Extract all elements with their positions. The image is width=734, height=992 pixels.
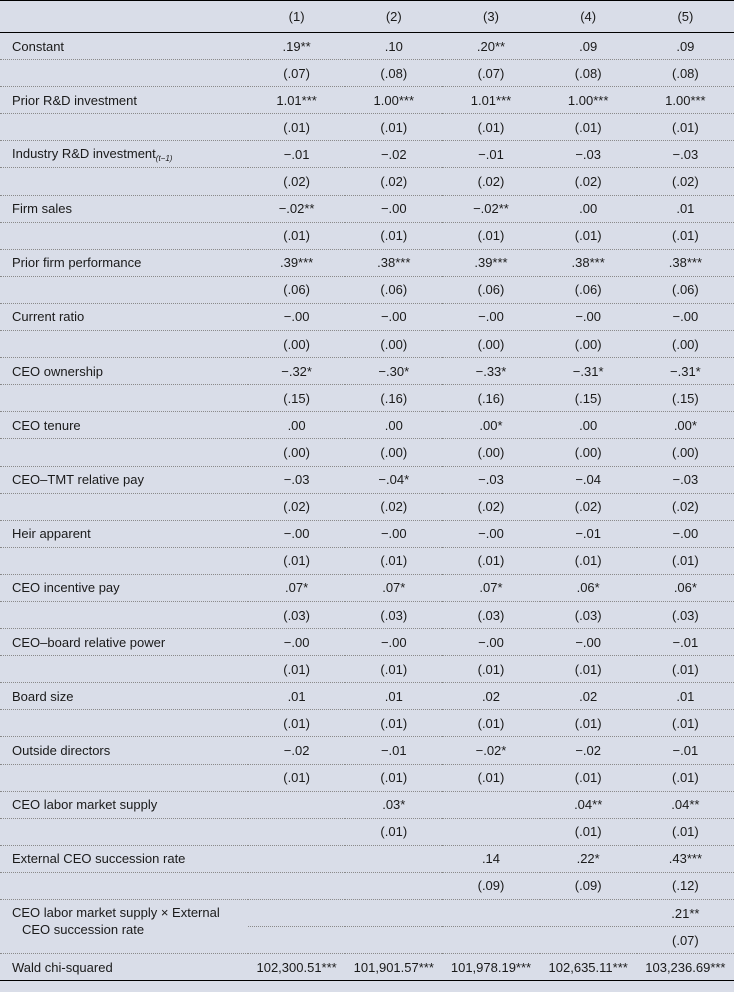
std-error-cell: (.01) [345, 818, 442, 845]
interaction-row [0, 900, 734, 927]
variable-label [0, 249, 248, 276]
std-error-cell: (.01) [345, 710, 442, 737]
coefficient-cell: .00* [442, 412, 539, 439]
std-error-cell: (.16) [442, 385, 539, 412]
variable-name: Prior firm performance [12, 255, 142, 271]
variable-label [0, 629, 248, 656]
variable-name: External CEO succession rate [12, 851, 186, 867]
coefficient-cell: .07* [442, 574, 539, 601]
variable-name: Current ratio [12, 309, 85, 325]
header-row [0, 1, 734, 33]
coefficient-cell: −.02 [345, 141, 442, 168]
coefficient-cell: −.03 [442, 466, 539, 493]
std-error-cell: (.02) [442, 168, 539, 195]
coefficient-cell: −.00 [637, 520, 734, 547]
coefficient-row [0, 629, 734, 656]
variable-label [0, 683, 248, 710]
std-error-cell: (.00) [540, 439, 637, 466]
variable-label [0, 195, 248, 222]
std-error-cell [345, 872, 442, 899]
variable-label [0, 358, 248, 385]
std-error-row [0, 60, 734, 87]
wald-value-cell: 101,901.57*** [345, 954, 442, 981]
coefficient-cell: −.00 [540, 303, 637, 330]
coefficient-row [0, 303, 734, 330]
coefficient-cell: −.01 [345, 737, 442, 764]
std-error-cell: (.06) [248, 276, 345, 303]
variable-label [0, 141, 248, 168]
std-error-cell: (.06) [345, 276, 442, 303]
std-error-cell: (.01) [637, 818, 734, 845]
std-error-cell: (.06) [442, 276, 539, 303]
std-error-cell: (.00) [637, 439, 734, 466]
std-error-cell: (.01) [442, 114, 539, 141]
std-error-cell: (.12) [637, 872, 734, 899]
std-error-label-cell [0, 276, 248, 303]
coefficient-cell: −.01 [248, 141, 345, 168]
std-error-row [0, 276, 734, 303]
interaction-label-line1: CEO labor market supply × External [12, 905, 220, 920]
wald-value-cell: 102,300.51*** [248, 954, 345, 981]
std-error-cell: (.02) [345, 168, 442, 195]
std-error-cell: (.01) [637, 656, 734, 683]
coefficient-cell: .39*** [248, 249, 345, 276]
std-error-cell: (.00) [442, 331, 539, 358]
coefficient-cell: 1.00*** [540, 87, 637, 114]
coefficient-cell: −.03 [540, 141, 637, 168]
coefficient-cell: −.03 [637, 466, 734, 493]
coefficient-cell: −.33* [442, 358, 539, 385]
std-error-row [0, 764, 734, 791]
coefficient-cell: −.00 [540, 629, 637, 656]
std-error-cell: (.03) [345, 601, 442, 628]
std-error-cell: (.03) [540, 601, 637, 628]
coefficient-cell: −.01 [637, 737, 734, 764]
std-error-cell: (.01) [540, 710, 637, 737]
coefficient-cell: −.01 [442, 141, 539, 168]
wald-value-cell: 101,978.19*** [442, 954, 539, 981]
coefficient-cell: −.00 [345, 629, 442, 656]
coefficient-cell: −.00 [345, 195, 442, 222]
variable-label [0, 791, 248, 818]
wald-value-cell: 103,236.69*** [637, 954, 734, 981]
std-error-label-cell [0, 547, 248, 574]
variable-label [0, 412, 248, 439]
variable-subscript: (t−1) [155, 153, 173, 163]
coefficient-cell: .22* [540, 845, 637, 872]
variable-name: Outside directors [12, 742, 111, 758]
coefficient-cell: .02 [442, 683, 539, 710]
std-error-cell: (.15) [540, 385, 637, 412]
std-error-cell: (.01) [345, 764, 442, 791]
interaction-label-line2: CEO succession rate [22, 922, 145, 937]
coefficient-cell: .14 [442, 845, 539, 872]
std-error-cell: (.01) [345, 547, 442, 574]
std-error-row [0, 222, 734, 249]
coefficient-cell: .00 [248, 412, 345, 439]
std-error-cell: (.06) [540, 276, 637, 303]
coefficient-cell: .02 [540, 683, 637, 710]
coefficient-row [0, 87, 734, 114]
std-error-label-cell [0, 656, 248, 683]
coefficient-cell: −.02 [248, 737, 345, 764]
std-error-cell [442, 927, 539, 954]
std-error-cell: (.01) [540, 114, 637, 141]
variable-name: Prior R&D investment [12, 92, 137, 108]
std-error-cell: (.00) [248, 331, 345, 358]
std-error-label-cell [0, 601, 248, 628]
std-error-cell: (.02) [248, 168, 345, 195]
coefficient-cell: 1.01*** [442, 87, 539, 114]
coefficient-cell: −.00 [442, 520, 539, 547]
coefficient-cell: −.02** [442, 195, 539, 222]
std-error-cell: (.01) [637, 764, 734, 791]
std-error-cell: (.00) [442, 439, 539, 466]
std-error-label-cell [0, 764, 248, 791]
coefficient-cell: .09 [637, 33, 734, 60]
variable-name: Industry R&D investment [12, 145, 156, 161]
coefficient-cell: −.00 [345, 520, 442, 547]
coefficient-cell: .38*** [637, 249, 734, 276]
coefficient-cell: −.01 [540, 520, 637, 547]
std-error-cell: (.01) [442, 764, 539, 791]
coefficient-row [0, 412, 734, 439]
std-error-cell: (.02) [540, 168, 637, 195]
column-header: (3) [442, 1, 539, 33]
std-error-cell: (.09) [540, 872, 637, 899]
coefficient-row [0, 520, 734, 547]
variable-name: CEO labor market supply [12, 797, 158, 813]
coefficient-cell: −.03 [637, 141, 734, 168]
variable-name: Board size [12, 688, 74, 704]
std-error-cell: (.01) [248, 114, 345, 141]
std-error-cell: (.08) [540, 60, 637, 87]
std-error-cell: (.01) [442, 710, 539, 737]
std-error-cell: (.02) [248, 493, 345, 520]
std-error-label-cell [0, 385, 248, 412]
coefficient-cell: −.31* [637, 358, 734, 385]
column-header: (4) [540, 1, 637, 33]
coefficient-cell: .00 [540, 195, 637, 222]
coefficient-cell [442, 900, 539, 927]
std-error-cell: (.01) [345, 114, 442, 141]
std-error-cell: (.01) [248, 547, 345, 574]
std-error-cell: (.00) [637, 331, 734, 358]
coefficient-cell [248, 791, 345, 818]
std-error-cell: (.01) [442, 547, 539, 574]
coefficient-cell: −.02** [248, 195, 345, 222]
coefficient-cell: .09 [540, 33, 637, 60]
coefficient-cell: .01 [248, 683, 345, 710]
std-error-row [0, 114, 734, 141]
coefficient-cell: −.00 [442, 303, 539, 330]
std-error-cell: (.07) [442, 60, 539, 87]
std-error-cell: (.01) [540, 656, 637, 683]
coefficient-cell: .38*** [540, 249, 637, 276]
coefficient-cell: .19** [248, 33, 345, 60]
std-error-cell: (.00) [345, 331, 442, 358]
coefficient-row [0, 358, 734, 385]
coefficient-row [0, 33, 734, 60]
std-error-cell: (.00) [540, 331, 637, 358]
coefficient-cell: −.00 [248, 629, 345, 656]
std-error-cell: (.07) [637, 927, 734, 954]
std-error-cell: (.01) [637, 114, 734, 141]
coefficient-cell: .00 [540, 412, 637, 439]
wald-value-cell: 102,635.11*** [540, 954, 637, 981]
std-error-cell: (.01) [442, 222, 539, 249]
variable-label [0, 900, 248, 954]
std-error-label-cell [0, 222, 248, 249]
wald-label: Wald chi-squared [0, 954, 248, 981]
variable-name: CEO tenure [12, 417, 81, 433]
std-error-label-cell [0, 331, 248, 358]
coefficient-cell: .01 [637, 195, 734, 222]
std-error-cell: (.06) [637, 276, 734, 303]
coefficient-cell [248, 845, 345, 872]
std-error-label-cell [0, 168, 248, 195]
std-error-cell: (.01) [540, 818, 637, 845]
coefficient-cell: −.03 [248, 466, 345, 493]
std-error-row [0, 872, 734, 899]
std-error-cell: (.01) [540, 764, 637, 791]
variable-name: CEO incentive pay [12, 580, 120, 596]
variable-name: Firm sales [12, 201, 72, 217]
std-error-cell: (.01) [637, 547, 734, 574]
coefficient-cell: −.31* [540, 358, 637, 385]
std-error-cell: (.07) [248, 60, 345, 87]
variable-name: CEO ownership [12, 363, 104, 379]
std-error-cell: (.16) [345, 385, 442, 412]
std-error-cell [345, 927, 442, 954]
wald-row [0, 954, 734, 981]
coefficient-cell: −.00 [248, 303, 345, 330]
coefficient-cell: .04** [540, 791, 637, 818]
column-header: (1) [248, 1, 345, 33]
std-error-row [0, 439, 734, 466]
std-error-label-cell [0, 493, 248, 520]
coefficient-cell: .06* [540, 574, 637, 601]
std-error-cell: (.01) [345, 222, 442, 249]
variable-label [0, 845, 248, 872]
coefficient-cell: −.00 [442, 629, 539, 656]
coefficient-cell: −.02 [540, 737, 637, 764]
coefficient-cell: −.04 [540, 466, 637, 493]
std-error-row [0, 331, 734, 358]
std-error-cell [248, 927, 345, 954]
std-error-cell: (.01) [442, 656, 539, 683]
std-error-cell: (.03) [442, 601, 539, 628]
variable-label [0, 737, 248, 764]
std-error-label-cell [0, 439, 248, 466]
coefficient-cell: 1.00*** [345, 87, 442, 114]
coefficient-cell: .00* [637, 412, 734, 439]
std-error-cell: (.01) [248, 222, 345, 249]
coefficient-cell: −.00 [345, 303, 442, 330]
std-error-cell: (.01) [637, 710, 734, 737]
coefficient-cell: .07* [345, 574, 442, 601]
variable-label [0, 574, 248, 601]
std-error-cell: (.01) [540, 222, 637, 249]
std-error-row [0, 656, 734, 683]
header-label-cell [0, 1, 248, 33]
coefficient-cell: .01 [345, 683, 442, 710]
std-error-row [0, 168, 734, 195]
coefficient-cell: .38*** [345, 249, 442, 276]
std-error-row [0, 818, 734, 845]
coefficient-cell: 1.00*** [637, 87, 734, 114]
coefficient-cell: −.04* [345, 466, 442, 493]
std-error-cell: (.02) [637, 493, 734, 520]
std-error-cell: (.01) [248, 710, 345, 737]
coefficient-row [0, 791, 734, 818]
coefficient-cell: −.30* [345, 358, 442, 385]
column-header: (5) [637, 1, 734, 33]
coefficient-row [0, 249, 734, 276]
std-error-cell: (.08) [637, 60, 734, 87]
std-error-cell: (.01) [540, 547, 637, 574]
coefficient-cell: .07* [248, 574, 345, 601]
std-error-cell: (.00) [248, 439, 345, 466]
std-error-label-cell [0, 818, 248, 845]
std-error-cell [540, 927, 637, 954]
std-error-cell: (.03) [637, 601, 734, 628]
std-error-row [0, 385, 734, 412]
coefficient-row [0, 574, 734, 601]
variable-label [0, 33, 248, 60]
variable-label [0, 303, 248, 330]
std-error-cell [248, 818, 345, 845]
std-error-cell: (.01) [248, 764, 345, 791]
std-error-cell: (.02) [345, 493, 442, 520]
coefficient-cell: .43*** [637, 845, 734, 872]
coefficient-cell: −.02* [442, 737, 539, 764]
coefficient-row [0, 466, 734, 493]
std-error-cell: (.02) [540, 493, 637, 520]
std-error-row [0, 710, 734, 737]
std-error-cell: (.09) [442, 872, 539, 899]
std-error-row [0, 601, 734, 628]
coefficient-cell: −.01 [637, 629, 734, 656]
std-error-cell: (.02) [442, 493, 539, 520]
coefficient-cell: −.32* [248, 358, 345, 385]
variable-label [0, 520, 248, 547]
std-error-row [0, 493, 734, 520]
column-header: (2) [345, 1, 442, 33]
coefficient-cell: .39*** [442, 249, 539, 276]
coefficient-cell: .06* [637, 574, 734, 601]
coefficient-row [0, 845, 734, 872]
std-error-label-cell [0, 710, 248, 737]
variable-label [0, 466, 248, 493]
std-error-cell: (.15) [637, 385, 734, 412]
coefficient-row [0, 683, 734, 710]
coefficient-cell: −.00 [248, 520, 345, 547]
std-error-cell: (.01) [345, 656, 442, 683]
std-error-label-cell [0, 114, 248, 141]
coefficient-cell [442, 791, 539, 818]
std-error-cell [442, 818, 539, 845]
coefficient-cell [345, 900, 442, 927]
variable-name: Constant [12, 38, 65, 54]
coefficient-row [0, 737, 734, 764]
std-error-cell: (.03) [248, 601, 345, 628]
std-error-cell: (.01) [637, 222, 734, 249]
coefficient-cell [540, 900, 637, 927]
coefficient-cell: .01 [637, 683, 734, 710]
variable-name: Heir apparent [12, 526, 91, 542]
std-error-label-cell [0, 872, 248, 899]
coefficient-cell: 1.01*** [248, 87, 345, 114]
std-error-label-cell [0, 60, 248, 87]
std-error-cell [248, 872, 345, 899]
coefficient-cell: .03* [345, 791, 442, 818]
coefficient-row [0, 141, 734, 168]
coefficient-cell: .10 [345, 33, 442, 60]
coefficient-cell: −.00 [637, 303, 734, 330]
coefficient-cell: .04** [637, 791, 734, 818]
std-error-cell: (.08) [345, 60, 442, 87]
std-error-cell: (.02) [637, 168, 734, 195]
coefficient-row [0, 195, 734, 222]
coefficient-cell: .20** [442, 33, 539, 60]
variable-name: CEO–board relative power [12, 634, 166, 650]
variable-label [0, 87, 248, 114]
variable-name: CEO–TMT relative pay [12, 472, 144, 488]
std-error-cell: (.00) [345, 439, 442, 466]
coefficient-cell: .21** [637, 900, 734, 927]
coefficient-cell: .00 [345, 412, 442, 439]
std-error-row [0, 547, 734, 574]
coefficient-cell [248, 900, 345, 927]
std-error-cell: (.01) [248, 656, 345, 683]
std-error-cell: (.15) [248, 385, 345, 412]
coefficient-cell [345, 845, 442, 872]
